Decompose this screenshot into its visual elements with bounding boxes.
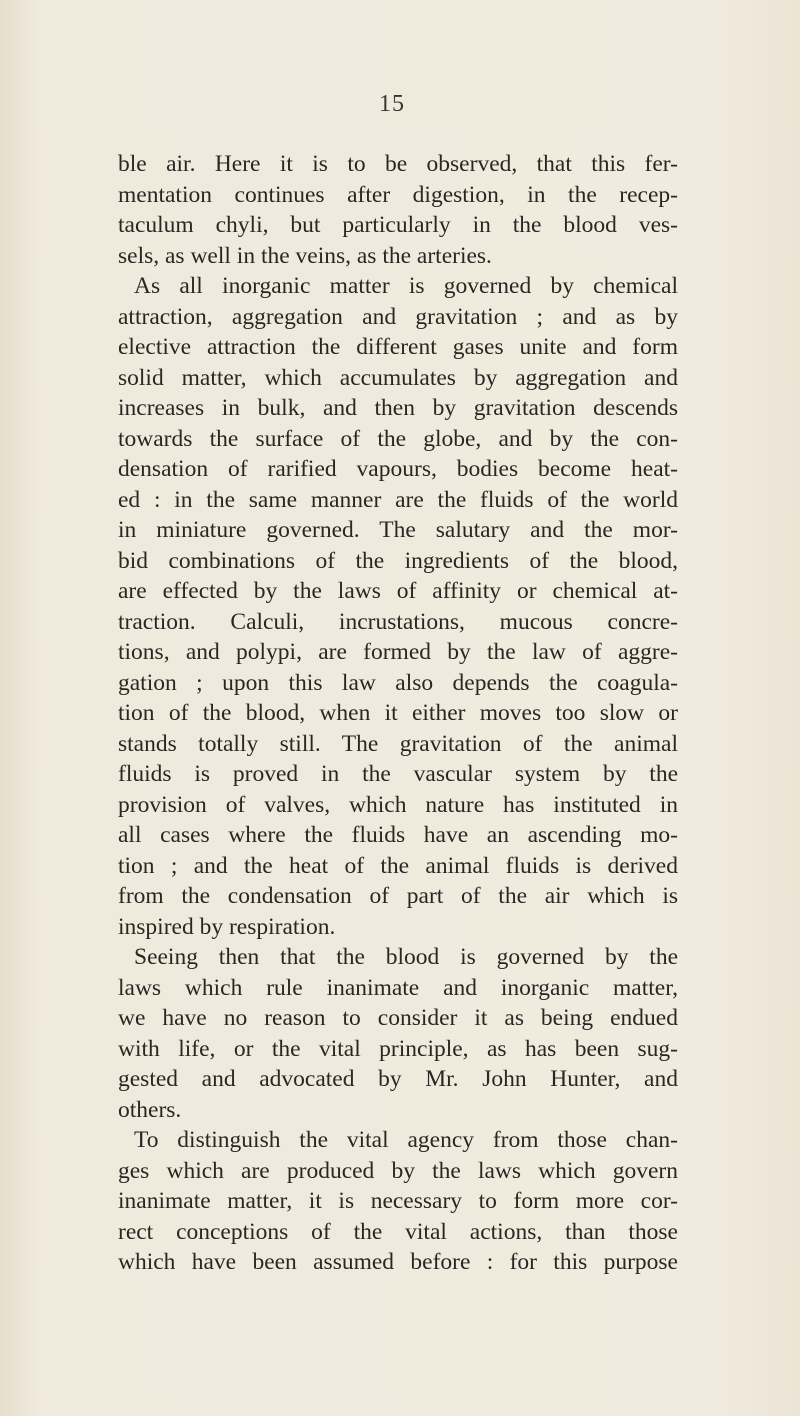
text-line: with life, or the vital principle, as has been sug- bbox=[118, 1035, 678, 1062]
text-line: mentation continues after digestion, in the recep- bbox=[118, 181, 678, 208]
text-line: gested and advocated by Mr. John Hunter, and bbox=[118, 1066, 678, 1092]
text-line: all cases where the fluids have an ascending mo- bbox=[118, 822, 678, 848]
text-line: stands totally still. The gravitation of the animal bbox=[118, 730, 678, 757]
text-line: are effected by the laws of affinity or chemical at- bbox=[118, 578, 678, 604]
text-line: bid combinations of the ingredients of the blood, bbox=[118, 547, 678, 574]
text-line: tions, and polypi, are formed by the law of aggre- bbox=[118, 639, 678, 665]
text-line: To distinguish the vital agency from those chan- bbox=[134, 1127, 678, 1153]
text-line: rect conceptions of the vital actions, than those bbox=[118, 1218, 678, 1245]
text-line: densation of rarified vapours, bodies become heat- bbox=[118, 456, 678, 482]
text-line: traction. Calculi, incrustations, mucous concre- bbox=[118, 608, 678, 635]
text-line: solid matter, which accumulates by aggregation and bbox=[118, 364, 678, 391]
text-line: in miniature governed. The salutary and the mor- bbox=[118, 517, 678, 543]
text-line: tion of the blood, when it either moves too slow or bbox=[118, 700, 678, 726]
text-line: inspired by respiration. bbox=[118, 913, 336, 940]
text-line: gation ; upon this law also depends the coagula- bbox=[118, 669, 678, 696]
text-line: ble air. Here it is to be observed, that this fer- bbox=[118, 151, 678, 177]
text-line: laws which rule inanimate and inorganic matter, bbox=[118, 974, 678, 1001]
text-line: As all inorganic matter is governed by chemical bbox=[134, 273, 678, 299]
text-line: ges which are produced by the laws which govern bbox=[118, 1157, 678, 1184]
text-line: provision of valves, which nature has instituted in bbox=[118, 791, 678, 818]
text-line: Seeing then that the blood is governed by the bbox=[134, 944, 678, 970]
text-line: from the condensation of part of the air which is bbox=[118, 883, 678, 909]
text-line: inanimate matter, it is necessary to form more cor- bbox=[118, 1188, 678, 1214]
text-line: towards the surface of the globe, and by the con- bbox=[118, 425, 678, 452]
text-line: which have been assumed before : for this purpose bbox=[118, 1249, 678, 1275]
text-line: increases in bulk, and then by gravitation descends bbox=[118, 395, 678, 421]
body-text bbox=[118, 149, 678, 1278]
text-line: ed : in the same manner are the fluids of the world bbox=[118, 486, 678, 513]
text-line: taculum chyli, but particularly in the blood ves- bbox=[118, 212, 678, 238]
text-line: elective attraction the different gases unite and form bbox=[118, 334, 678, 360]
page-number: 15 bbox=[379, 91, 405, 117]
text-line: fluids is proved in the vascular system by the bbox=[118, 761, 678, 787]
text-line: tion ; and the heat of the animal fluids is derived bbox=[118, 852, 678, 879]
text-line: attraction, aggregation and gravitation ; and as by bbox=[118, 303, 678, 330]
text-line: we have no reason to consider it as being endued bbox=[118, 1005, 678, 1031]
text-line: sels, as well in the veins, as the arteries. bbox=[118, 242, 492, 269]
text-line: others. bbox=[118, 1096, 182, 1123]
